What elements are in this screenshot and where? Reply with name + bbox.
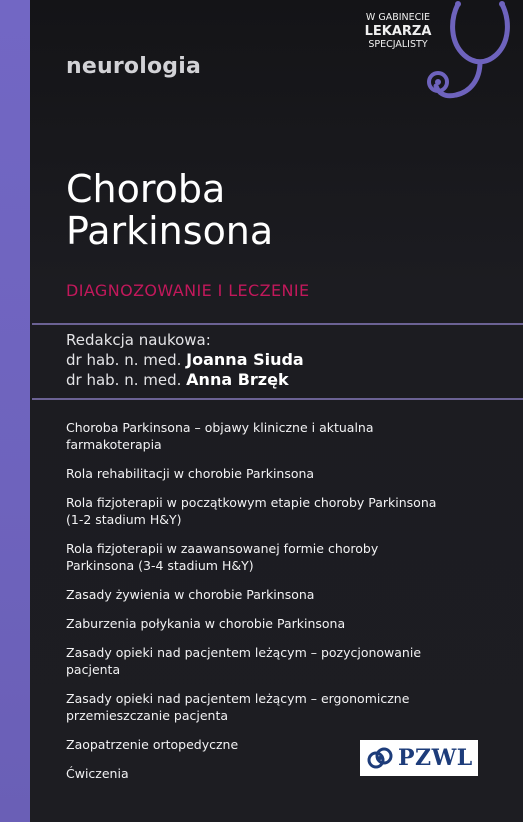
toc-item: Zaopatrzenie ortopedyczne	[66, 737, 239, 752]
toc-item: Zasady żywienia w chorobie Parkinsona	[66, 587, 315, 602]
series-line-2: LEKARZA	[364, 24, 432, 39]
title-line-2: Parkinsona	[66, 209, 274, 253]
toc-item: Rola rehabilitacji w chorobie Parkinsona	[66, 466, 315, 481]
book-subtitle: DIAGNOZOWANIE I LECZENIE	[66, 281, 310, 300]
divider-top	[32, 323, 523, 325]
category-label: neurologia	[66, 54, 201, 79]
editor-line	[66, 370, 304, 390]
toc-item: Zasady opieki nad pacjentem leżącym – ergonomiczne przemieszczanie pacjenta	[66, 691, 410, 723]
series-line-1: W GABINECIE	[365, 12, 431, 23]
stethoscope-icon	[420, 0, 520, 115]
toc-item: Rola fizjoterapii w zaawansowanej formie choroby Parkinsona (3-4 stadium H&Y)	[66, 541, 379, 573]
cover-spine-stripe	[0, 0, 30, 822]
toc-item: Choroba Parkinsona – objawy kliniczne i aktualna farmakoterapia	[66, 420, 374, 452]
publisher-name: PZWL	[398, 745, 473, 771]
editor-prefix: dr hab. n. med.	[66, 371, 182, 389]
book-title	[66, 168, 273, 252]
publisher-logo	[360, 740, 478, 776]
editor-prefix: dr hab. n. med.	[66, 351, 182, 369]
pzwl-logo-icon	[366, 744, 394, 772]
editor-name: Anna Brzęk	[186, 370, 289, 389]
toc-item: Zasady opieki nad pacjentem leżącym – pozycjonowanie pacjenta	[66, 645, 422, 677]
editor-line	[66, 350, 304, 370]
editor-name: Joanna Siuda	[186, 350, 304, 369]
series-line-3: SPECJALISTY	[368, 39, 428, 50]
table-of-contents	[66, 419, 446, 794]
title-line-1: Choroba	[66, 167, 226, 211]
editors-block	[66, 330, 304, 390]
toc-item: Zaburzenia połykania w chorobie Parkinsona	[66, 616, 346, 631]
editors-heading: Redakcja naukowa:	[66, 331, 211, 349]
toc-item: Ćwiczenia	[66, 766, 129, 781]
divider-bottom	[32, 398, 523, 400]
toc-item: Rola fizjoterapii w początkowym etapie choroby Parkinsona (1-2 stadium H&Y)	[66, 495, 437, 527]
